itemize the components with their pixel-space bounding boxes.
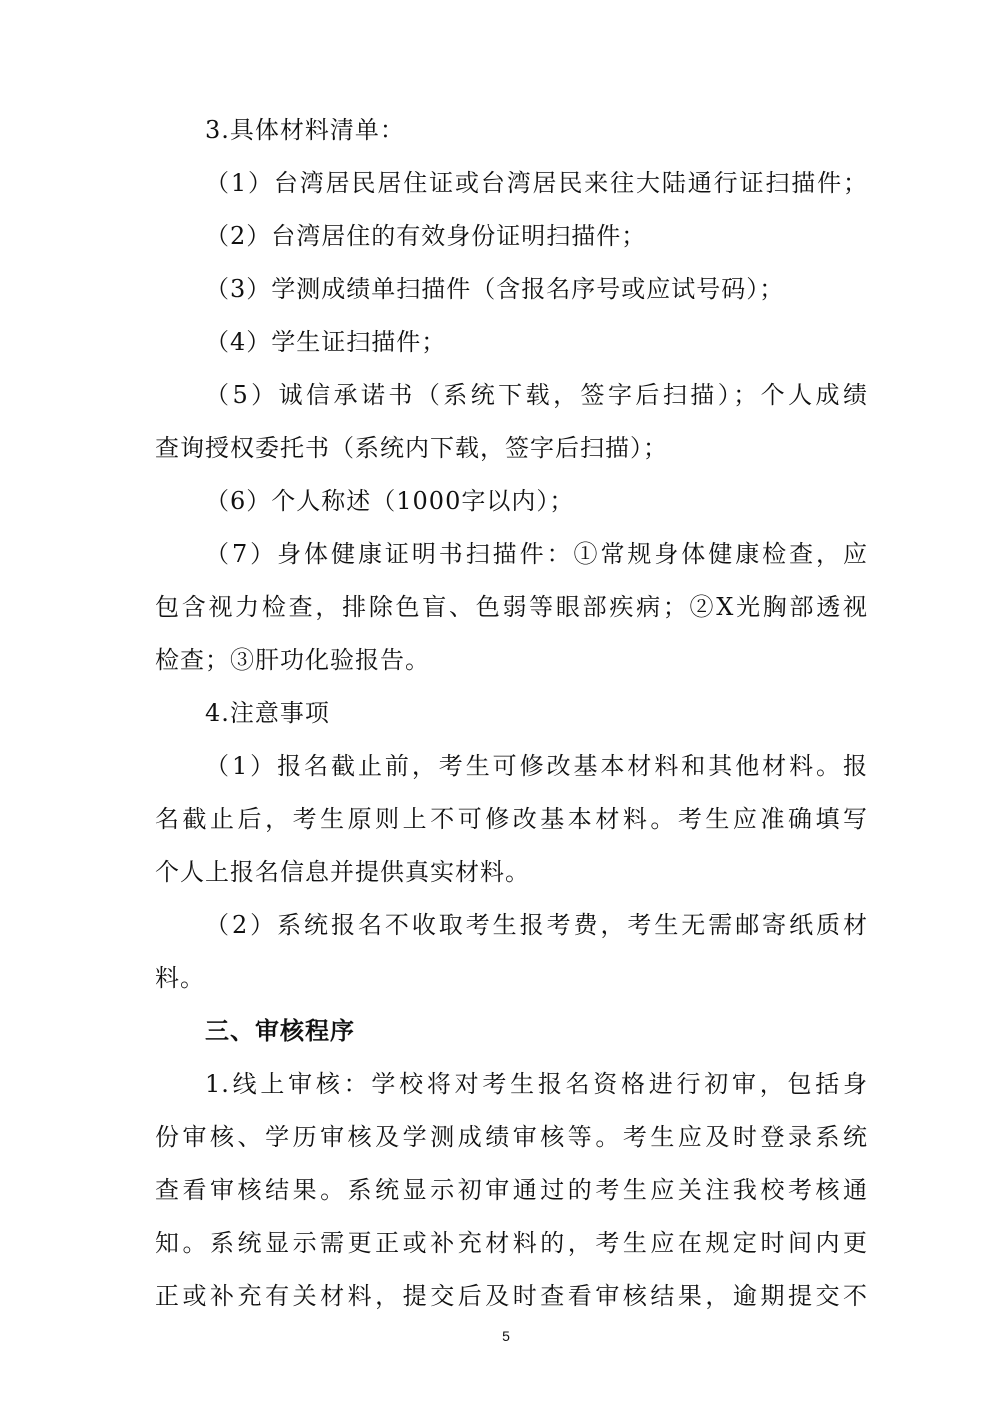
text-line: （1）台湾居民居住证或台湾居民来往大陆通行证扫描件； <box>205 169 868 197</box>
text-line: 包含视力检查，排除色盲、色弱等眼部疾病；②X光胸部透视 <box>155 593 868 621</box>
text-line: 名截止后，考生原则上不可修改基本材料。考生应准确填写 <box>155 805 868 833</box>
text-line: 3.具体材料清单： <box>205 116 405 144</box>
document-body <box>155 104 868 1323</box>
text-line: 个人上报名信息并提供真实材料。 <box>155 858 530 886</box>
text-line: 检查；③肝功化验报告。 <box>155 646 430 674</box>
text-line: （7）身体健康证明书扫描件：①常规身体健康检查，应 <box>205 540 868 568</box>
page-number: 5 <box>502 1328 510 1344</box>
text-line: 正或补充有关材料，提交后及时查看审核结果，逾期提交不 <box>155 1282 868 1310</box>
text-line: （2）系统报名不收取考生报考费，考生无需邮寄纸质材 <box>205 911 868 939</box>
text-line: 料。 <box>155 964 205 992</box>
text-line: （6）个人称述（1000字以内）； <box>205 487 575 515</box>
text-line: 份审核、学历审核及学测成绩审核等。考生应及时登录系统 <box>155 1123 868 1151</box>
text-line: 查看审核结果。系统显示初审通过的考生应关注我校考核通 <box>155 1176 868 1204</box>
text-line: （2）台湾居住的有效身份证明扫描件； <box>205 222 647 250</box>
text-line: （5）诚信承诺书（系统下载，签字后扫描）；个人成绩 <box>205 381 868 409</box>
text-line: 1.线上审核：学校将对考生报名资格进行初审，包括身 <box>205 1070 868 1098</box>
text-line: 知。系统显示需更正或补充材料的，考生应在规定时间内更 <box>155 1229 868 1257</box>
text-line: （4）学生证扫描件； <box>205 328 447 356</box>
text-line: 查询授权委托书（系统内下载，签字后扫描）； <box>155 434 668 462</box>
text-line: 4.注意事项 <box>205 699 330 727</box>
section-heading: 三、审核程序 <box>205 1017 355 1045</box>
text-line: （1）报名截止前，考生可修改基本材料和其他材料。报 <box>205 752 868 780</box>
text-line: （3）学测成绩单扫描件（含报名序号或应试号码）； <box>205 275 785 303</box>
